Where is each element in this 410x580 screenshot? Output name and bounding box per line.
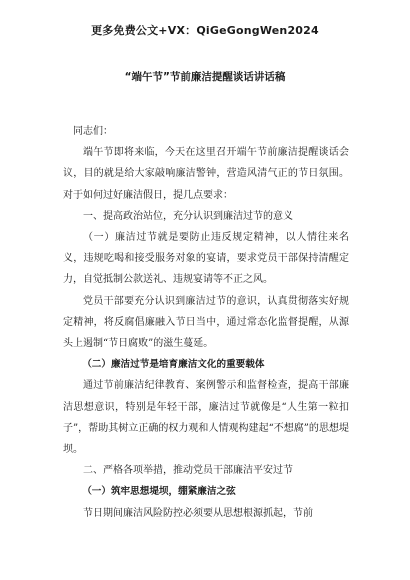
paragraph-1-2: 通过节前廉洁纪律教育、案例警示和监督检查，提高干部廉洁思想意识，特别是年轻干部，廉洁过节就像是“人生第一粒扣子”，帮助其树立正确的权力观和人情观构建起“不想腐”的思想堤坝。 <box>63 380 349 456</box>
promo-banner: 更多免费公文+VX：QiGeGongWen2024 <box>91 24 319 37</box>
subheading-1-2: （二）廉洁过节是培育廉洁文化的重要载体 <box>82 359 265 371</box>
salutation: 同志们： <box>73 126 113 137</box>
document-body <box>63 121 349 524</box>
paragraph-1-1b: 党员干部要充分认识到廉洁过节的意识，认真贯彻落实好规定精神，将反腐倡廉融入节日当中，通过常态化监督提醒，从源头上遏制“节日腐败”的滋生蔓延。 <box>63 295 349 350</box>
section-heading-1: 一、提高政治站位，充分认识到廉洁过节的意义 <box>83 210 293 222</box>
paragraph-1-1: （一）廉洁过节就是要防止违反规定精神，以人情往来名义，违规吃喝和接受服务对象的宴请，要求党员干部保持清醒定力，自觉抵制公款送礼、违规宴请等不正之风。 <box>63 232 349 286</box>
section-heading-2: 二、严格各项举措，推动党员干部廉洁平安过节 <box>83 465 293 477</box>
paragraph-intro: 端午节即将来临，今天在这里召开端午节前廉洁提醒谈话会议，目的就是给大家敲响廉洁警钟，营造风清气正的节日氛围。对于如何过好廉洁假日，提几点要求： <box>63 147 349 201</box>
paragraph-2-1: 节日期间廉洁风险防控必须要从思想根源抓起，节前 <box>83 507 313 519</box>
subheading-2-1: （一）筑牢思想堤坝，绷紧廉洁之弦 <box>82 486 236 498</box>
document-title: “端午节”节前廉洁提醒谈话讲话稿 <box>124 71 286 83</box>
